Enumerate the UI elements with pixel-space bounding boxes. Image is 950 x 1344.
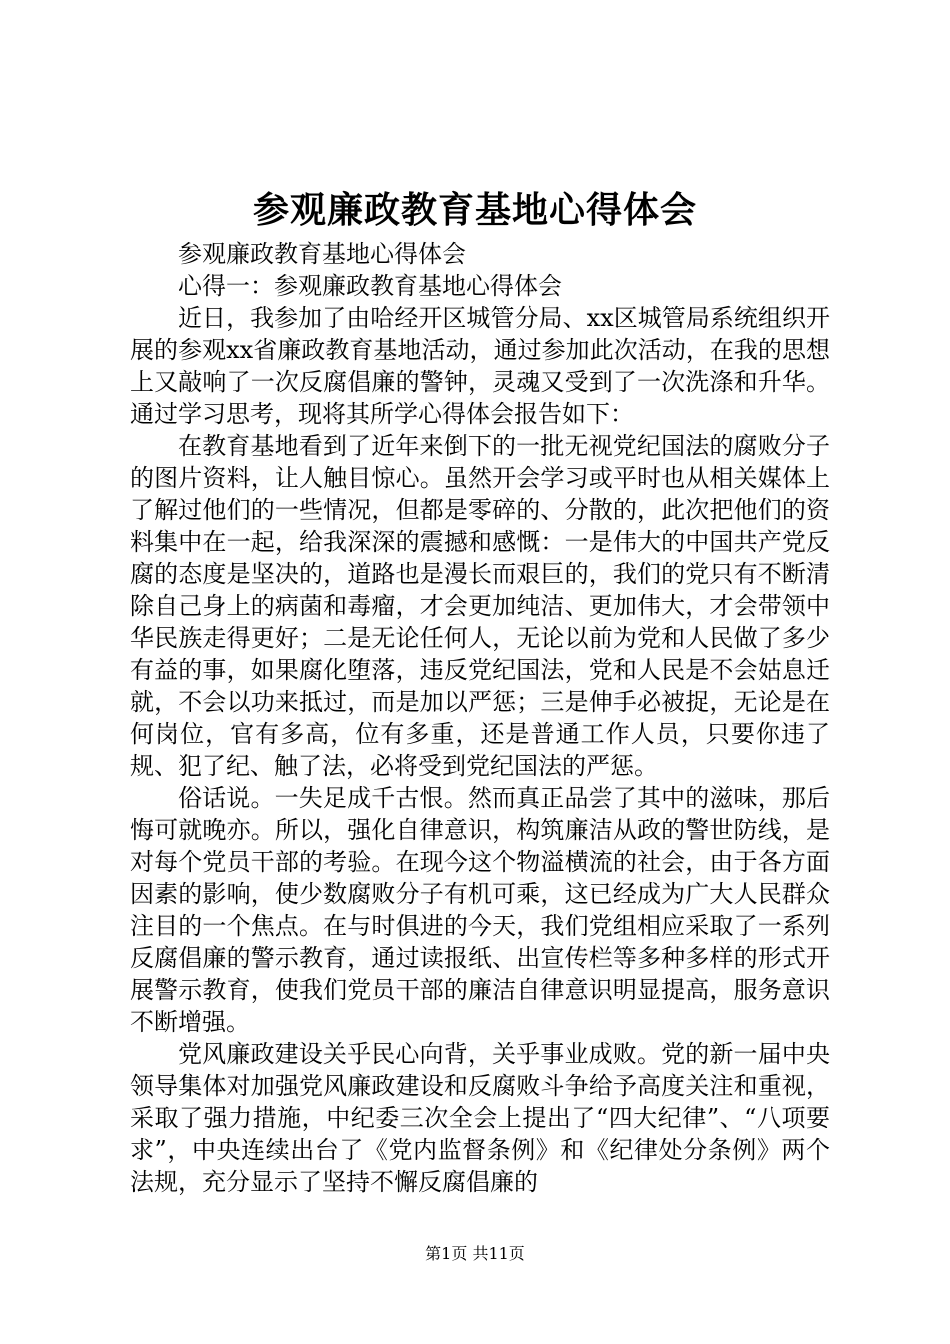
paragraph: 在教育基地看到了近年来倒下的一批无视党纪国法的腐败分子的图片资料，让人触目惊心。虽然开会学习或平时也从相关媒体上了解过他们的一些情况，但都是零碎的、分散的，此次把他们的资料集中在一起，给我深深的震撼和感慨：一是伟大的中国共产党反腐的态度是坚决的，道路也是漫长而艰巨的，我们的党只有不断清除自己身上的病菌和毒瘤，才会更加纯洁、更加伟大，才会带领中华民族走得更好；二是无论任何人，无论以前为党和人民做了多少有益的事，如果腐化堕落，违反党纪国法，党和人民是不会姑息迁就，不会以功来抵过，而是加以严惩；三是伸手必被捉，无论是在何岗位，官有多高，位有多重，还是普通工作人员，只要你违了规、犯了纪、触了法，必将受到党纪国法的严惩。 xyxy=(130,432,830,780)
document-title: 参观廉政教育基地心得体会 xyxy=(252,189,697,231)
paragraph-section-heading: 心得一：参观廉政教育基地心得体会 xyxy=(178,272,562,300)
paragraph: 俗话说。一失足成千古恨。然而真正品尝了其中的滋味，那后悔可就晚亦。所以，强化自律意识，构筑廉洁从政的警世防线，是对每个党员干部的考验。在现今这个物溢横流的社会，由于各方面因素的影响，使少数腐败分子有机可乘，这已经成为广大人民群众注目的一个焦点。在与时俱进的今天，我们党组相应采取了一系列反腐倡廉的警示教育，通过读报纸、出宣传栏等多种多样的形式开展警示教育，使我们党员干部的廉洁自律意识明显提高，服务意识不断增强。 xyxy=(130,784,830,1036)
document-body xyxy=(130,238,830,1198)
paragraph-subtitle: 参观廉政教育基地心得体会 xyxy=(178,240,466,268)
page-number-footer: 第1页 共11页 xyxy=(425,1244,525,1263)
paragraph: 党风廉政建设关乎民心向背，关乎事业成败。党的新一届中央领导集体对加强党风廉政建设和反腐败斗争给予高度关注和重视，采取了强力措施，中纪委三次全会上提出了“四大纪律”、“八项要求”，中央连续出台了《党内监督条例》和《纪律处分条例》两个法规，充分显示了坚持不懈反腐倡廉的 xyxy=(130,1040,830,1196)
paragraph: 近日，我参加了由哈经开区城管分局、xx区城管局系统组织开展的参观xx省廉政教育基地活动，通过参加此次活动，在我的思想上又敲响了一次反腐倡廉的警钟，灵魂又受到了一次洗涤和升华。通过学习思考，现将其所学心得体会报告如下： xyxy=(130,304,830,428)
